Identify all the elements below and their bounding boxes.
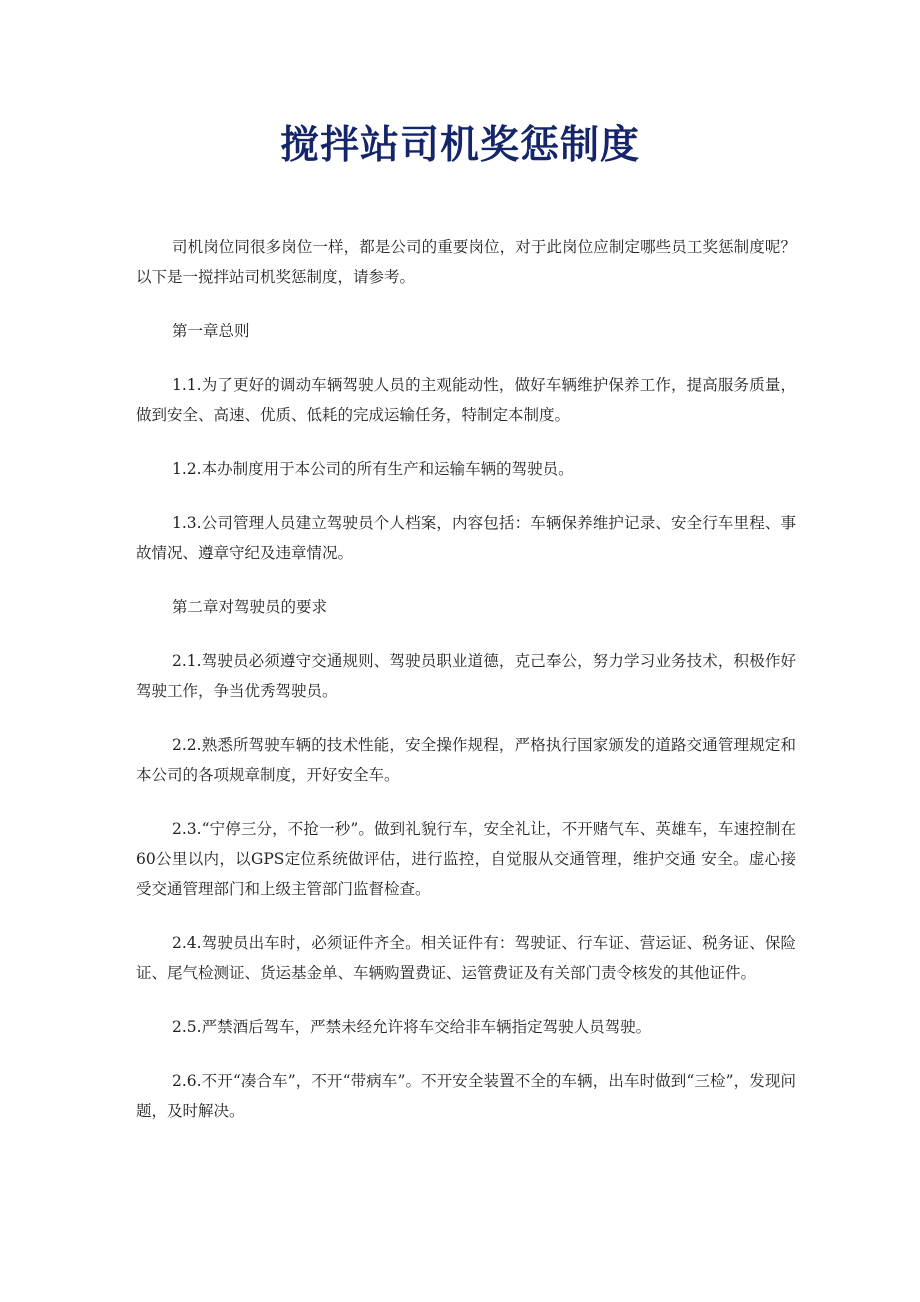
clause-2-5: 2.5.严禁酒后驾车，严禁未经允许将车交给非车辆指定驾驶人员驾驶。 bbox=[172, 1018, 652, 1036]
clause-1-1: 1.1.为了更好的调动车辆驾驶人员的主观能动性，做好车辆维护保养工作，提高服务质量，做到安全、高速、优质、低耗的完成运输任务，特制定本制度。 bbox=[136, 376, 796, 424]
clause-2-3: 2.3.“宁停三分，不抢一秒”。做到礼貌行车，安全礼让，不开赌气车、英雄车，车速控制在60公里以内，以GPS定位系统做评估，进行监控，自觉服从交通管理，维护交通 安全。虚心接受交通管理部门和上级主管部门监督检查。 bbox=[136, 820, 796, 898]
clause-1-2: 1.2.本办制度用于本公司的所有生产和运输车辆的驾驶员。 bbox=[172, 460, 574, 478]
chapter-1-heading: 第一章总则 bbox=[172, 322, 250, 340]
document-body bbox=[136, 232, 796, 1150]
intro-paragraph: 司机岗位同很多岗位一样，都是公司的重要岗位，对于此岗位应制定哪些员工奖惩制度呢？以下是一搅拌站司机奖惩制度，请参考。 bbox=[136, 238, 796, 286]
clause-1-3: 1.3.公司管理人员建立驾驶员个人档案，内容包括：车辆保养维护记录、安全行车里程、事故情况、遵章守纪及违章情况。 bbox=[136, 514, 796, 562]
clause-2-1: 2.1.驾驶员必须遵守交通规则、驾驶员职业道德，克己奉公，努力学习业务技术，积极作好驾驶工作，争当优秀驾驶员。 bbox=[136, 652, 796, 700]
chapter-2-heading: 第二章对驾驶员的要求 bbox=[172, 598, 328, 616]
clause-2-6: 2.6.不开“凑合车”，不开“带病车”。不开安全装置不全的车辆，出车时做到“三检”，发现问题，及时解决。 bbox=[136, 1072, 796, 1120]
document-title: 搅拌站司机奖惩制度 bbox=[279, 123, 640, 168]
clause-2-2: 2.2.熟悉所驾驶车辆的技术性能，安全操作规程，严格执行国家颁发的道路交通管理规定和本公司的各项规章制度，开好安全车。 bbox=[136, 736, 796, 784]
clause-2-4: 2.4.驾驶员出车时，必须证件齐全。相关证件有：驾驶证、行车证、营运证、税务证、保险证、尾气检测证、货运基金单、车辆购置费证、运管费证及有关部门责令核发的其他证件。 bbox=[136, 934, 796, 982]
